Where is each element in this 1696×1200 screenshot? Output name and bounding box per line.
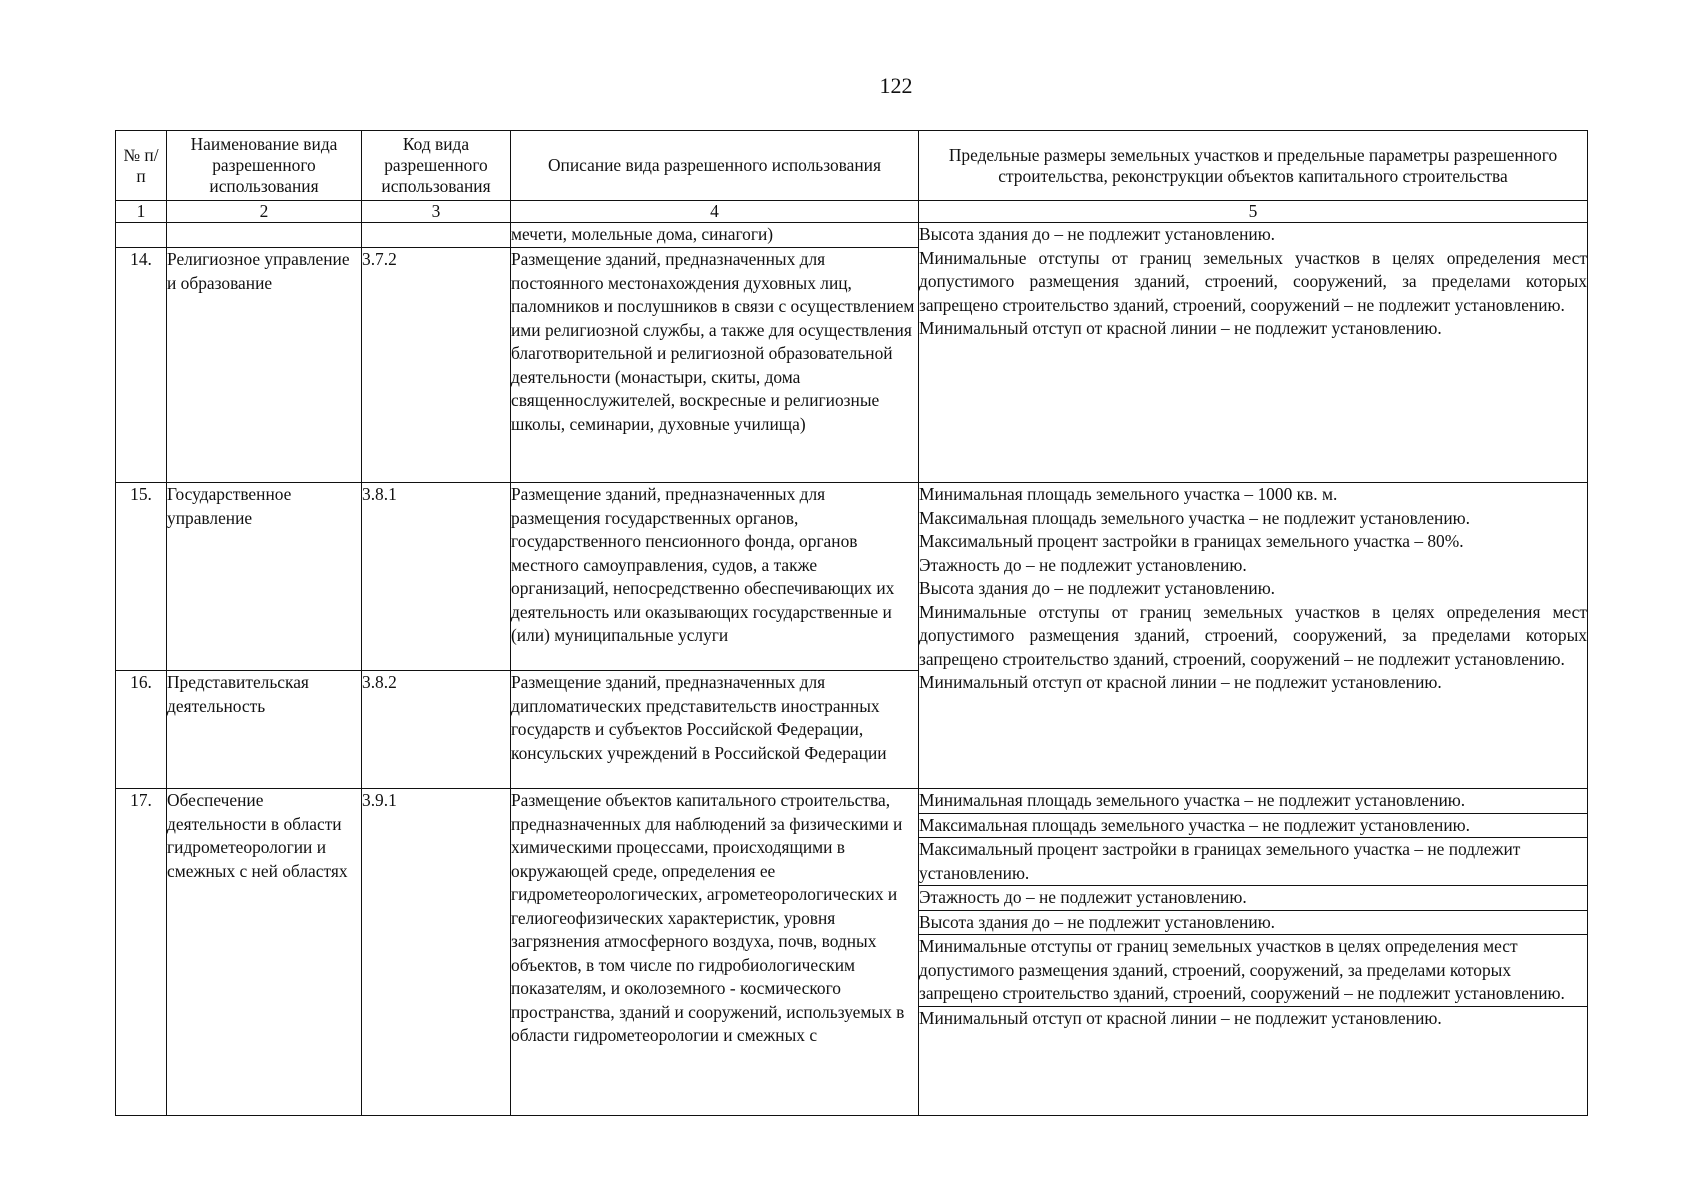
param-line: Минимальный отступ от красной линии – не подлежит установлению. [919,1007,1442,1028]
params-group-1 [919,223,1588,483]
row-num: 14. [116,248,167,483]
param-line: Минимальная площадь земельного участка – 1000 кв. м. [919,484,1338,504]
param-line: Минимальная площадь земельного участка – не подлежит установлению. [919,789,1587,813]
row-desc: Размещение зданий, предназначенных для постоянного местонахождения духовных лиц, паломников и послушников в связи с осуществлением ими религиозной службы, а также для осуществления благотворительной и религиозной образовательной деятельности (монастыри, скиты, дома священнослужителей, воскресные и религиозные школы, семинарии, духовные училища) [511,248,919,483]
row-num: 16. [116,671,167,789]
row-code: 3.7.2 [362,248,511,483]
row-desc: мечети, молельные дома, синагоги) [511,223,919,248]
param-line: Высота здания до – не подлежит установлению. [919,578,1276,598]
header-row [116,131,1588,201]
params-row-17 [919,789,1588,1116]
param-line: Минимальный отступ от красной линии – не подлежит установлению. [919,318,1442,338]
row-name: Обеспечение деятельности в области гидрометеорологии и смежных с ней областях [167,789,362,1116]
row-name: Религиозное управление и образование [167,248,362,483]
header-num: № п/п [116,131,167,201]
row-code: 3.8.2 [362,671,511,789]
param-line: Высота здания до – не подлежит установлению. [919,224,1276,244]
table-row-continuation [116,223,1588,248]
param-line: Минимальные отступы от границ земельных участков в целях определения мест допустимого размещения зданий, строений, сооружений, за пределами которых запрещено строительство зданий, строений, сооружений – не подлежит установлению. [919,601,1587,669]
table-row-17 [116,789,1588,1116]
param-line: Максимальная площадь земельного участка – не подлежит установлению. [919,507,1470,528]
param-line: Высота здания до – не подлежит установлению. [919,910,1587,935]
header-params: Предельные размеры земельных участков и предельные параметры разрешенного строительства, реконструкции объектов капитального строительства [919,131,1588,201]
param-line: Минимальный отступ от красной линии – не подлежит установлению. [919,672,1442,692]
param-line: Этажность до – не подлежит установлению. [919,554,1247,575]
row-num: 15. [116,483,167,671]
header-code: Код вида разрешенного использования [362,131,511,201]
column-number: 1 [116,201,167,223]
params-group-2 [919,483,1588,789]
row-name: Государственное управление [167,483,362,671]
column-number: 3 [362,201,511,223]
row-num: 17. [116,789,167,1116]
row-code: 3.8.1 [362,483,511,671]
param-line: Максимальный процент застройки в границах земельного участка – не подлежит установлению. [919,838,1587,886]
header-name: Наименование вида разрешенного использования [167,131,362,201]
param-line: Минимальные отступы от границ земельных участков в целях определения мест допустимого размещения зданий, строений, сооружений, за пределами которых запрещено строительство зданий, строений, сооружений – не подлежит установлению. [919,935,1587,1007]
column-number: 5 [919,201,1588,223]
param-line: Максимальная площадь земельного участка – не подлежит установлению. [919,813,1587,838]
table-row-15 [116,483,1588,671]
param-line: Минимальные отступы от границ земельных участков в целях определения мест допустимого размещения зданий, строений, сооружений, за пределами которых запрещено строительство зданий, строений, сооружений – не подлежит установлению. [919,247,1587,315]
param-line: Этажность до – не подлежит установлению. [919,886,1587,911]
column-number-row [116,201,1588,223]
row-desc: Размещение зданий, предназначенных для размещения государственных органов, государственного пенсионного фонда, органов местного самоуправления, судов, а также организаций, непосредственно обеспечивающих их деятельность или оказывающих государственные и (или) муниципальные услуги [511,483,919,671]
row-name: Представительская деятельность [167,671,362,789]
header-desc: Описание вида разрешенного использования [511,131,919,201]
row-desc: Размещение зданий, предназначенных для дипломатических представительств иностранных государств и субъектов Российской Федерации, консульских учреждений в Российской Федерации [511,671,919,789]
page-number: 122 [879,73,913,98]
row-desc: Размещение объектов капитального строительства, предназначенных для наблюдений за физическими и химическими процессами, происходящими в окружающей среде, определения ее гидрометеорологических, агрометеорологических и гелиогеофизических характеристик, уровня загрязнения атмосферного воздуха, почв, водных объектов, в том числе по гидробиологическим показателям, и околоземного - космического пространства, зданий и сооружений, используемых в области гидрометеорологии и смежных с [511,789,919,1116]
params-sub-table [919,789,1587,1030]
param-line: Максимальный процент застройки в границах земельного участка – 80%. [919,531,1464,551]
column-number: 4 [511,201,919,223]
row-code: 3.9.1 [362,789,511,1116]
column-number: 2 [167,201,362,223]
regulations-table [115,130,1588,1116]
